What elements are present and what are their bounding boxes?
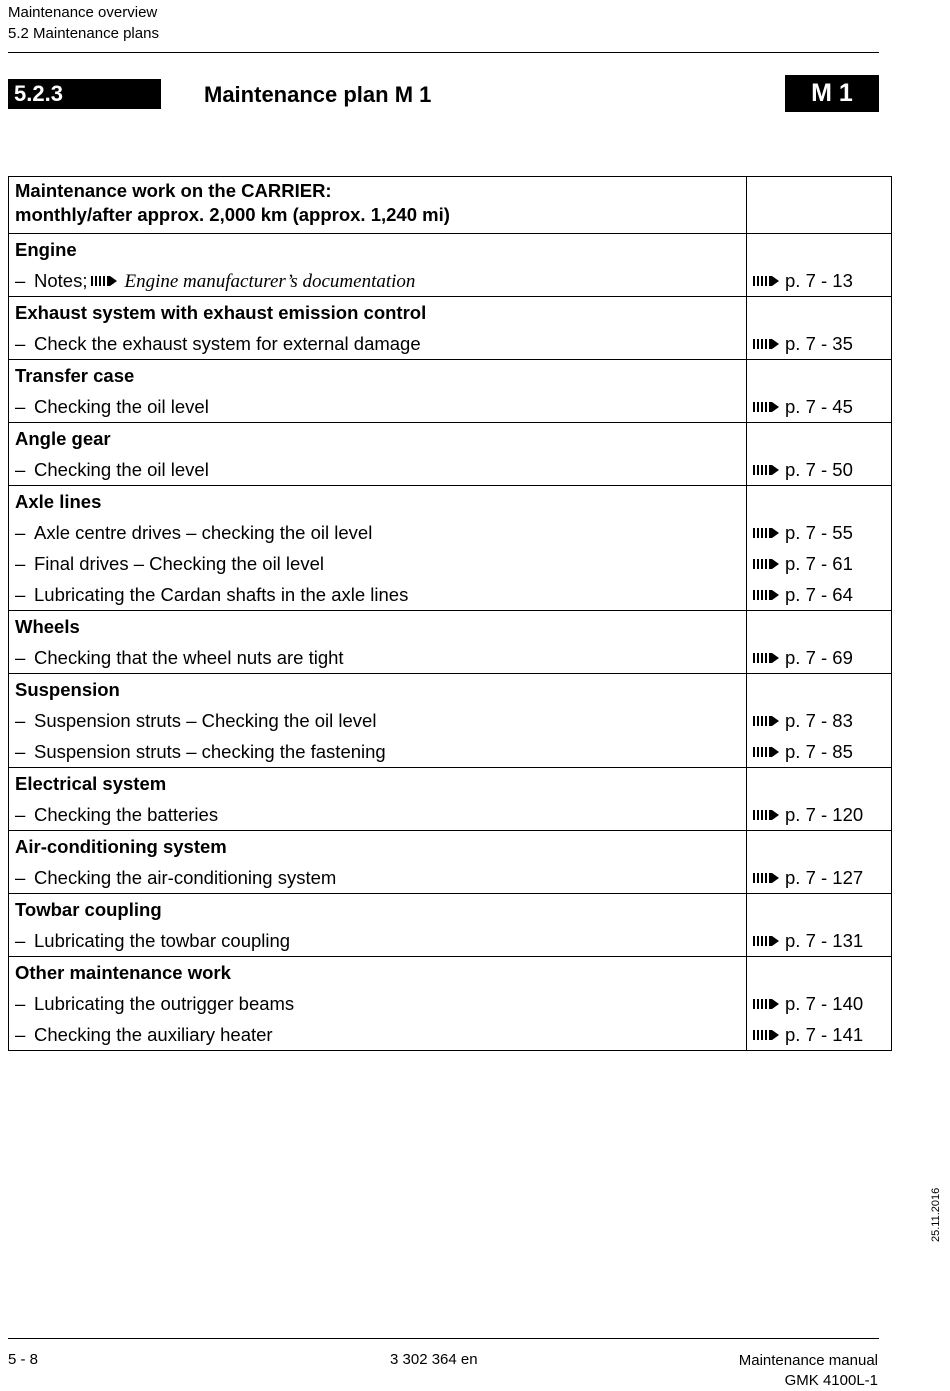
task-text: Suspension struts – Checking the oil level	[34, 710, 377, 731]
section-number: 5.2.3	[8, 79, 161, 109]
page-reference[interactable]	[747, 925, 891, 956]
notes-prefix: Notes;	[34, 270, 88, 291]
page-reference[interactable]	[747, 862, 891, 893]
page-reference[interactable]	[747, 517, 891, 548]
group-title: Air-conditioning system	[15, 836, 227, 857]
page-reference[interactable]	[747, 642, 891, 673]
task-line	[9, 1019, 746, 1050]
page-reference[interactable]	[747, 548, 891, 579]
group-title: Engine	[15, 239, 77, 260]
reference-arrow-icon	[753, 808, 780, 822]
reference-arrow-icon	[753, 463, 780, 477]
date-stamp: 25.11.2016	[930, 1187, 942, 1242]
page-reference[interactable]	[747, 736, 891, 767]
header-section: 5.2 Maintenance plans	[8, 25, 159, 42]
page-reference-text: p. 7 - 141	[785, 1024, 864, 1045]
task-text: Checking the oil level	[34, 459, 209, 480]
page-reference-text: p. 7 - 83	[785, 710, 853, 731]
reference-arrow-icon	[753, 997, 780, 1011]
page-reference[interactable]	[747, 328, 891, 359]
task-line	[9, 799, 746, 830]
page-reference-text: p. 7 - 131	[785, 930, 864, 951]
group-title: Axle lines	[15, 491, 102, 512]
dash: –	[15, 647, 26, 668]
dash: –	[15, 522, 26, 543]
task-line	[9, 642, 746, 673]
page-reference-text: p. 7 - 55	[785, 522, 853, 543]
page-reference[interactable]	[747, 1019, 891, 1050]
reference-arrow-icon	[753, 526, 780, 540]
dash: –	[15, 584, 26, 605]
reference-arrow-icon	[753, 871, 780, 885]
task-line	[9, 862, 746, 893]
group-row	[9, 768, 892, 831]
task-line	[9, 391, 746, 422]
page-reference-text: p. 7 - 61	[785, 553, 853, 574]
group-row	[9, 486, 892, 611]
table-heading-line1: Maintenance work on the CARRIER:	[15, 180, 332, 201]
group-row	[9, 611, 892, 674]
footer-page-number: 5 - 8	[8, 1351, 39, 1368]
reference-arrow-icon	[753, 274, 780, 288]
group-title: Towbar coupling	[15, 899, 162, 920]
page-reference[interactable]	[747, 391, 891, 422]
group-row	[9, 894, 892, 957]
group-title: Wheels	[15, 616, 80, 637]
dash: –	[15, 741, 26, 762]
group-title: Electrical system	[15, 773, 167, 794]
task-text: Suspension struts – checking the fastening	[34, 741, 386, 762]
group-title: Exhaust system with exhaust emission control	[15, 302, 427, 323]
task-text: Lubricating the Cardan shafts in the axle lines	[34, 584, 409, 605]
task-line	[9, 328, 746, 359]
dash: –	[15, 1024, 26, 1045]
footer-model: GMK 4100L-1	[784, 1372, 878, 1389]
reference-arrow-icon	[91, 274, 118, 288]
page-reference[interactable]	[747, 799, 891, 830]
group-row	[9, 360, 892, 423]
task-line	[9, 736, 746, 767]
task-line	[9, 705, 746, 736]
page-reference-text: p. 7 - 69	[785, 647, 853, 668]
reference-arrow-icon	[753, 934, 780, 948]
dash: –	[15, 710, 26, 731]
group-title: Suspension	[15, 679, 120, 700]
section-title: Maintenance plan M 1	[204, 82, 432, 107]
dash: –	[15, 867, 26, 888]
task-line	[9, 925, 746, 956]
footer-manual-info	[739, 1351, 878, 1391]
reference-arrow-icon	[753, 745, 780, 759]
group-row-engine	[9, 234, 892, 297]
group-title: Other maintenance work	[15, 962, 231, 983]
page-reference-text: p. 7 - 127	[785, 867, 864, 888]
reference-arrow-icon	[753, 588, 780, 602]
page-reference-text: p. 7 - 120	[785, 804, 864, 825]
maintenance-plan-table	[8, 176, 892, 1051]
page-reference-text: p. 7 - 140	[785, 993, 864, 1014]
reference-arrow-icon	[753, 1028, 780, 1042]
engine-notes-line	[9, 265, 746, 296]
dash: –	[15, 459, 26, 480]
page-reference-text: p. 7 - 85	[785, 741, 853, 762]
footer-manual-title: Maintenance manual	[738, 1352, 878, 1369]
task-text: Checking the oil level	[34, 396, 209, 417]
task-line	[9, 579, 746, 610]
group-row	[9, 674, 892, 768]
page-reference[interactable]	[747, 454, 891, 485]
page-reference-text: p. 7 - 13	[785, 270, 853, 291]
group-row	[9, 297, 892, 360]
task-text: Axle centre drives – checking the oil level	[34, 522, 373, 543]
dash: –	[15, 553, 26, 574]
task-text: Checking the air-conditioning system	[34, 867, 337, 888]
task-text: Final drives – Checking the oil level	[34, 553, 324, 574]
group-row	[9, 957, 892, 1051]
task-line	[9, 454, 746, 485]
table-heading-line2: monthly/after approx. 2,000 km (approx. 1,240 mi)	[15, 204, 450, 225]
page-reference-text: p. 7 - 35	[785, 333, 853, 354]
reference-arrow-icon	[753, 651, 780, 665]
page-reference-text: p. 7 - 50	[785, 459, 853, 480]
reference-arrow-icon	[753, 557, 780, 571]
task-line	[9, 517, 746, 548]
footer-doc-number: 3 302 364 en	[390, 1351, 478, 1368]
task-line	[9, 988, 746, 1019]
group-row	[9, 831, 892, 894]
reference-arrow-icon	[753, 714, 780, 728]
page-reference[interactable]	[747, 988, 891, 1019]
page-reference-text: p. 7 - 45	[785, 396, 853, 417]
page-header	[8, 2, 159, 44]
engine-doc-reference[interactable]: Engine manufacturer’s documentation	[124, 271, 416, 292]
task-text: Check the exhaust system for external damage	[34, 333, 421, 354]
group-title: Transfer case	[15, 365, 135, 386]
group-row	[9, 423, 892, 486]
plan-label-badge: M 1	[785, 75, 879, 112]
task-line	[9, 548, 746, 579]
dash: –	[15, 993, 26, 1014]
page-reference[interactable]	[747, 579, 891, 610]
dash: –	[15, 333, 26, 354]
dash: –	[15, 930, 26, 951]
task-text: Checking that the wheel nuts are tight	[34, 647, 344, 668]
dash: –	[15, 804, 26, 825]
group-title: Angle gear	[15, 428, 111, 449]
page-reference[interactable]	[747, 265, 891, 296]
page-reference-text: p. 7 - 64	[785, 584, 853, 605]
reference-arrow-icon	[753, 337, 780, 351]
dash: –	[15, 270, 26, 291]
task-text: Lubricating the towbar coupling	[34, 930, 291, 951]
dash: –	[15, 396, 26, 417]
task-text: Lubricating the outrigger beams	[34, 993, 295, 1014]
task-text: Checking the batteries	[34, 804, 219, 825]
task-text: Checking the auxiliary heater	[34, 1024, 273, 1045]
page-reference[interactable]	[747, 705, 891, 736]
header-divider	[8, 52, 879, 53]
footer-divider	[8, 1338, 879, 1339]
header-chapter: Maintenance overview	[8, 4, 158, 21]
table-heading-row	[9, 177, 892, 234]
reference-arrow-icon	[753, 400, 780, 414]
